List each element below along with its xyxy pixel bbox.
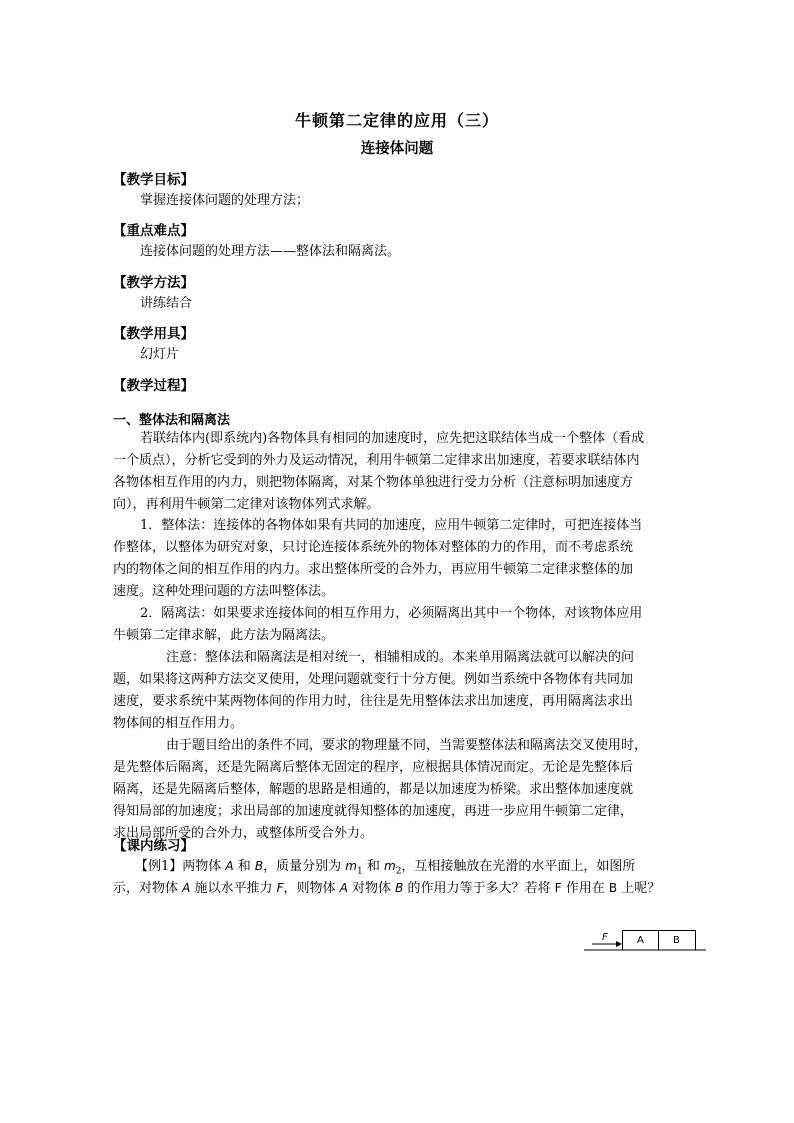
example-text: 上呢？ [617,881,661,896]
section-text-goal: 掌握连接体问题的处理方法； [140,193,310,208]
plain-f: F [554,881,562,895]
paragraph-2-line-4: 速度。这种处理问题的方法叫整体法。 [113,584,335,599]
var-a: A [182,881,191,895]
doc-subtitle: 连接体问题 [360,140,434,157]
section-text-key: 连接体问题的处理方法——整体法和隔离法。 [140,244,401,259]
example-text: ，互相接触放在光滑的水平面上，如图所 [401,859,636,874]
sub-1: 1 [356,866,363,877]
example-text: 和 [233,859,255,874]
section-heading-method: 【教学方法】 [113,275,194,291]
section-heading-process: 【教学过程】 [113,378,194,394]
var-b: B [254,859,264,873]
paragraph-4-line-3: 速度，要求系统中某两物体间的作用力时，往往是先用整体法求出加速度，再用隔离法求出 [113,694,634,709]
section-text-tool: 幻灯片 [140,347,180,362]
part1-heading: 一、整体法和隔离法 [113,413,231,428]
paragraph-2-line-2: 作整体，以整体为研究对象，只讨论连接体系统外的物体对整体的力的作用，而不考虑系统 [113,540,634,555]
paragraph-5-line-1: 由于题目给出的条件不同，要求的物理量不同，当需要整体法和隔离法交叉使用时， [166,738,648,753]
force-diagram-svg [584,928,708,954]
example-text: 的作用力等于多大？若将 [403,881,555,896]
paragraph-5-line-4: 得知局部的加速度；求出局部的加速度就得知整体的加速度，再进一步应用牛顿第二定律， [113,804,634,819]
sub-2: 2 [395,866,402,877]
example-text: 两物体 [182,859,226,874]
block-a-label: A [637,935,644,946]
section-text-method: 讲练结合 [140,296,193,311]
block-b-label: B [673,935,680,946]
var-m1: m [345,859,357,873]
paragraph-4-line-2: 题，如果将这两种方法交叉使用，处理问题就变行十分方便。例如当系统中各物体有共同加 [113,672,634,687]
section-heading-key: 【重点难点】 [113,223,194,239]
paragraph-4-line-4: 物体间的相互作用力。 [113,716,244,731]
example-text: ，则物体 [283,881,340,896]
force-arrow-head [616,941,622,947]
example-text: 和 [362,859,384,874]
paragraph-2-line-3: 内的物体之间的相互作用的内力。求出整体所受的合外力，再应用牛顿第二定律求整体的加 [113,562,634,577]
paragraph-1-line-3: 各物体相互作用的内力，则把物体隔离，对某个物体单独进行受力分析（注意标明加速度方 [113,475,634,490]
section-heading-practice: 【课内练习】 [113,838,194,854]
force-label: F [602,932,608,943]
example-text: 示，对物体 [113,881,183,896]
paragraph-1-line-1: 若联结体内(即系统内)各物体具有相同的加速度时，应先把这联结体当成一个整体（看成 [140,431,645,446]
paragraph-1-line-4: 向），再利用牛顿第二定律对该物体列式求解。 [113,497,380,512]
var-a: A [225,859,234,873]
paragraph-2-line-1: 1．整体法：连接体的各物体如果有共同的加速度，应用牛顿第二定律时，可把连接体当 [140,518,643,533]
paragraph-1-line-2: 一个质点），分析它受到的外力及运动情况，利用牛顿第二定律求出加速度，若要求联结体内 [113,453,640,468]
doc-title: 牛顿第二定律的应用（三） [294,111,499,130]
example-text: 作用在 [561,881,609,896]
example-text: 对物体 [347,881,396,896]
paragraph-5-line-5: 求出局部所受的合外力，或整体所受合外力。 [113,826,374,841]
example-1-line-2 [113,877,660,900]
example-text: ，质量分别为 [263,859,346,874]
example-label: 【例1】 [135,859,183,874]
paragraph-3-line-1: 2．隔离法：如果要求连接体间的相互作用力，必须隔离出其中一个物体，对该物体应用 [140,606,643,621]
var-a: A [339,881,348,895]
section-heading-tool: 【教学用具】 [113,326,194,342]
paragraph-5-line-3: 隔离，还是先隔离后整体，解题的思路是相通的，都是以加速度为桥梁。求出整体加速度就 [113,782,634,797]
force-diagram [584,928,708,954]
var-b: B [395,881,404,895]
section-heading-goal: 【教学目标】 [113,172,194,188]
example-text: 施以水平推力 [190,881,277,896]
paragraph-4-line-1: 注意：整体法和隔离法是相对统一，相辅相成的。本来单用隔离法就可以解决的问 [166,650,635,665]
paragraph-5-line-2: 是先整体后隔离，还是先隔离后整体无固定的程序，应根据具体情况而定。无论是先整体后 [113,760,634,775]
plain-b: B [608,881,618,895]
var-m2: m [383,859,396,873]
var-f: F [276,881,284,895]
paragraph-3-line-2: 牛顿第二定律求解，此方法为隔离法。 [113,628,335,643]
